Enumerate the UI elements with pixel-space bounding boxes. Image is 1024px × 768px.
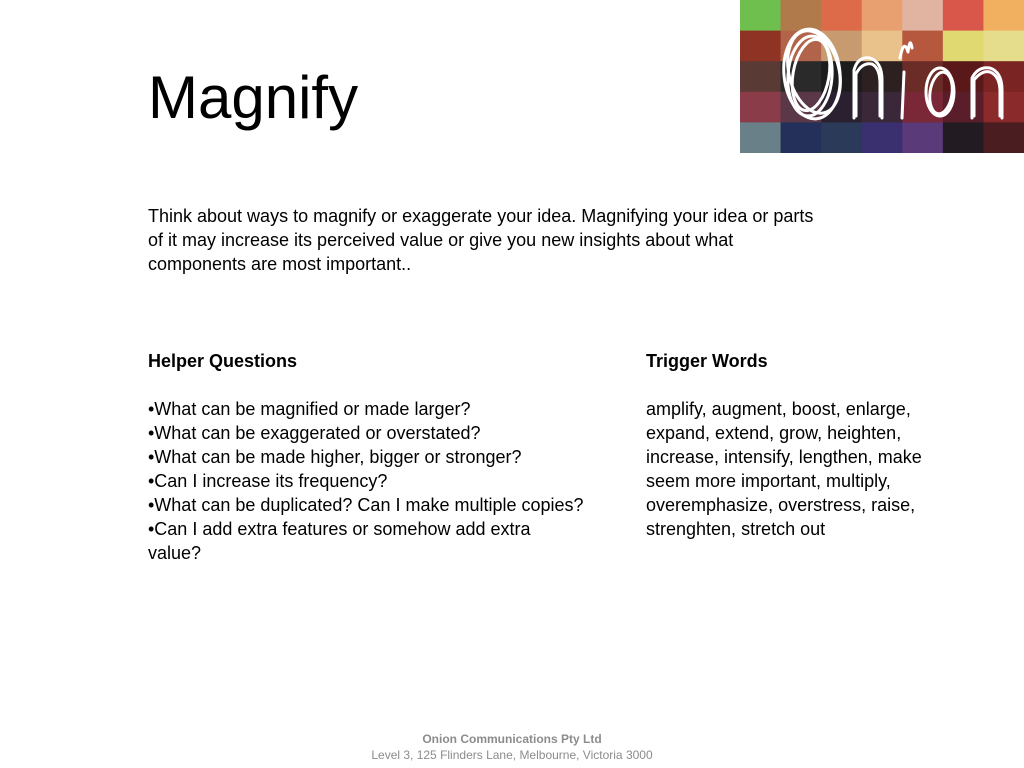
logo-tile bbox=[943, 31, 984, 62]
logo-tile bbox=[740, 31, 781, 62]
footer bbox=[0, 731, 1024, 763]
logo-tile bbox=[983, 92, 1024, 123]
onion-logo-graphic bbox=[740, 0, 1024, 153]
page-title: Magnify bbox=[148, 64, 359, 131]
list-item: •What can be magnified or made larger? bbox=[148, 399, 471, 419]
trigger-words-section bbox=[646, 349, 936, 541]
trigger-words-heading: Trigger Words bbox=[646, 351, 768, 371]
logo-tile bbox=[902, 122, 943, 153]
logo-tile bbox=[983, 122, 1024, 153]
list-item: •Can I increase its frequency? bbox=[148, 471, 388, 491]
logo-tile bbox=[902, 0, 943, 31]
list-item: •What can be duplicated? Can I make multiple copies? bbox=[148, 495, 584, 515]
intro-paragraph: Think about ways to magnify or exaggerate your idea. Magnifying your idea or parts of it may increase its perceived value or give you new insights about what components are most important.. bbox=[148, 206, 814, 274]
logo-tile bbox=[740, 0, 781, 31]
helper-questions-heading: Helper Questions bbox=[148, 351, 298, 371]
helper-questions-list bbox=[148, 397, 588, 565]
logo-tile bbox=[902, 92, 943, 123]
logo-tile bbox=[943, 122, 984, 153]
onion-logo bbox=[740, 0, 1024, 153]
logo-tile bbox=[983, 0, 1024, 31]
logo-tile bbox=[943, 0, 984, 31]
logo-tile bbox=[740, 61, 781, 92]
list-item: •Can I add extra features or somehow add extra value? bbox=[148, 519, 531, 563]
logo-tile bbox=[781, 0, 822, 31]
logo-tile bbox=[821, 0, 862, 31]
logo-tile bbox=[862, 0, 903, 31]
logo-tile bbox=[821, 122, 862, 153]
logo-tile bbox=[983, 31, 1024, 62]
list-item: •What can be exaggerated or overstated? bbox=[148, 423, 481, 443]
logo-tile bbox=[983, 61, 1024, 92]
trigger-words-text: amplify, augment, boost, enlarge, expand, extend, grow, heighten, increase, intensify, lengthen, make seem more important, multiply, overemphasize, overstress, raise, strenghten, stretch out bbox=[646, 399, 922, 539]
logo-tile bbox=[781, 122, 822, 153]
helper-questions-section bbox=[148, 349, 588, 565]
footer-company: Onion Communications Pty Ltd bbox=[422, 732, 602, 746]
footer-address: Level 3, 125 Flinders Lane, Melbourne, Victoria 3000 bbox=[371, 748, 653, 762]
logo-tile bbox=[740, 122, 781, 153]
logo-tile bbox=[862, 122, 903, 153]
logo-tile bbox=[740, 92, 781, 123]
list-item: •What can be made higher, bigger or stronger? bbox=[148, 447, 522, 467]
